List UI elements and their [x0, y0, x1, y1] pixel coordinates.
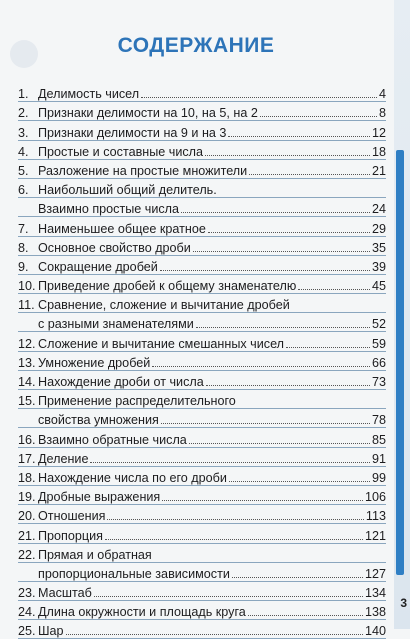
toc-entry-title: Основное свойство дроби [38, 240, 191, 255]
toc-line [18, 83, 386, 102]
toc-entry-page: 24 [371, 202, 386, 217]
toc-entry [18, 237, 386, 256]
toc-entry-title: Дробные выражения [38, 490, 161, 505]
toc-entry [18, 601, 386, 620]
toc-line [18, 428, 386, 447]
toc-entry [18, 390, 386, 428]
toc-entry-number: 24. [18, 605, 36, 620]
toc-line [18, 448, 386, 467]
toc-entry-page: 113 [365, 509, 386, 524]
dot-leader [248, 615, 363, 616]
toc-entry-number: 6. [18, 183, 29, 198]
dot-leader [141, 97, 377, 98]
toc-entry-number: 11. [18, 298, 35, 313]
toc-entry [18, 160, 386, 179]
toc-entry-page: 35 [371, 240, 386, 255]
toc-entry [18, 332, 386, 351]
toc-line [18, 121, 386, 140]
page-title: СОДЕРЖАНИЕ [117, 34, 275, 57]
toc-entry [18, 544, 386, 582]
dot-leader [205, 155, 370, 156]
toc-entry-title: Пропорция [38, 528, 103, 543]
toc-entry [18, 428, 386, 447]
toc-entry-number: 20. [18, 509, 36, 524]
toc-entry-number: 4. [18, 144, 29, 159]
toc-entry [18, 448, 386, 467]
toc-entry [18, 275, 386, 294]
dot-leader [160, 270, 370, 271]
toc-entry-title: Простые и составные числа [38, 144, 204, 159]
toc-entry-number: 5. [18, 163, 29, 178]
toc-entry-title: пропорциональные зависимости [38, 566, 230, 581]
toc-entry-number: 12. [18, 336, 36, 351]
toc-entry [18, 179, 386, 217]
toc-entry-title: Взаимно обратные числа [38, 432, 187, 447]
toc-entry-page: 85 [371, 432, 386, 447]
toc-entry-title: Шар [38, 624, 64, 639]
dot-leader [228, 136, 370, 137]
dot-leader [260, 116, 377, 117]
table-of-contents [18, 83, 386, 639]
toc-entry-title: Нахождение дроби от числа [38, 375, 204, 389]
toc-entry-number: 21. [18, 528, 36, 543]
toc-entry-title: свойства умножения [38, 413, 159, 428]
toc-line [18, 275, 386, 294]
toc-entry-number: 8. [18, 240, 29, 255]
toc-entry-title: Прямая и обратная [38, 547, 152, 562]
toc-entry [18, 256, 386, 275]
dot-leader [249, 174, 370, 175]
toc-line [18, 141, 386, 160]
toc-line [18, 179, 386, 198]
toc-entry-title: Применение распределительного [38, 394, 236, 409]
toc-entry-title: Сравнение, сложение и вычитание дробей [38, 298, 290, 313]
dot-leader [229, 481, 370, 482]
toc-entry-number: 25. [18, 624, 36, 639]
toc-line [18, 352, 386, 371]
toc-entry [18, 371, 386, 390]
dot-leader [208, 232, 370, 233]
toc-entry-title: Нахождение числа по его дроби [38, 470, 227, 485]
toc-line [18, 217, 386, 236]
toc-line [18, 160, 386, 179]
toc-entry-title: Взаимно простые числа [38, 202, 180, 217]
toc-line [18, 486, 386, 505]
toc-entry-number: 1. [18, 87, 29, 102]
toc-entry-page: 91 [371, 451, 386, 466]
toc-entry [18, 102, 386, 121]
toc-entry-title: Наименьшее общее кратное [38, 221, 206, 236]
toc-entry-number: 19. [18, 490, 36, 505]
toc-entry-page: 29 [371, 221, 386, 236]
toc-entry-page: 4 [378, 87, 386, 102]
toc-entry [18, 141, 386, 160]
toc-line [18, 256, 386, 275]
toc-entry-page: 106 [364, 490, 386, 505]
toc-entry-page: 138 [364, 605, 386, 620]
toc-entry-number: 14. [18, 375, 36, 389]
dot-leader [162, 500, 363, 501]
dot-leader [107, 519, 363, 520]
toc-entry-title: Разложение на простые множители [38, 163, 248, 178]
toc-entry-page: 45 [371, 279, 386, 294]
toc-entry-title: Признаки делимости на 10, на 5, на 2 [38, 106, 258, 121]
toc-line [18, 409, 386, 428]
toc-entry-title: Признаки делимости на 9 и на 3 [38, 125, 227, 140]
toc-entry-title: Деление [38, 451, 89, 466]
toc-entry [18, 294, 386, 332]
toc-entry-number: 17. [18, 451, 36, 466]
toc-entry-page: 127 [364, 566, 386, 581]
dot-leader [105, 539, 363, 540]
toc-entry [18, 217, 386, 236]
toc-line [18, 332, 386, 351]
toc-entry-page: 59 [371, 336, 386, 351]
toc-line [18, 544, 386, 563]
toc-entry [18, 486, 386, 505]
toc-entry-number: 16. [18, 432, 36, 447]
dot-leader [286, 347, 370, 348]
toc-line [18, 102, 386, 121]
dot-leader [181, 212, 370, 213]
toc-entry [18, 505, 386, 524]
toc-entry-page: 121 [364, 528, 386, 543]
toc-entry-page: 134 [364, 586, 386, 601]
toc-line [18, 563, 386, 582]
toc-entry-page: 39 [371, 259, 386, 274]
toc-entry-number: 15. [18, 394, 36, 409]
toc-line [18, 237, 386, 256]
toc-entry-number: 23. [18, 586, 36, 601]
toc-entry-title: Приведение дробей к общему знаменателю [38, 279, 297, 294]
dot-leader [232, 577, 363, 578]
toc-entry-title: Умножение дробей [38, 355, 151, 370]
toc-line [18, 524, 386, 543]
toc-entry-page: 12 [371, 125, 386, 140]
toc-entry-title: Наибольший общий делитель. [38, 183, 217, 198]
toc-entry-title: Сокращение дробей [38, 259, 158, 274]
dot-leader [206, 385, 370, 386]
toc-entry-number: 13. [18, 355, 36, 370]
toc-entry-number: 7. [18, 221, 29, 236]
dot-leader [152, 366, 370, 367]
dot-leader [94, 596, 363, 597]
dot-leader [298, 289, 370, 290]
dot-leader [90, 462, 370, 463]
toc-line [18, 390, 386, 409]
toc-entry-number: 18. [18, 470, 36, 485]
toc-line [18, 313, 386, 332]
toc-entry [18, 524, 386, 543]
toc-entry-title: Масштаб [38, 586, 92, 601]
toc-entry-number: 22. [18, 547, 36, 562]
page-number: 3 [400, 596, 407, 610]
toc-line [18, 371, 386, 390]
toc-entry-page: 140 [364, 624, 386, 639]
toc-entry-page: 66 [371, 355, 386, 370]
toc-entry-title: Отношения [38, 509, 106, 524]
dot-leader [189, 443, 370, 444]
toc-entry-title: Сложение и вычитание смешанных чисел [38, 336, 285, 351]
toc-line [18, 601, 386, 620]
dot-leader [66, 634, 363, 635]
toc-entry-title: с разными знаменателями [38, 317, 194, 332]
toc-entry-number: 2. [18, 106, 29, 121]
toc-entry-number: 3. [18, 125, 29, 140]
toc-entry [18, 582, 386, 601]
toc-entry-page: 21 [371, 163, 386, 178]
toc-entry [18, 352, 386, 371]
toc-entry-page: 52 [371, 317, 386, 332]
toc-entry [18, 83, 386, 102]
dot-leader [161, 423, 370, 424]
toc-entry-number: 10. [18, 279, 36, 294]
dot-leader [196, 327, 370, 328]
toc-entry [18, 620, 386, 639]
toc-entry-title: Длина окружности и площадь круга [38, 605, 246, 620]
toc-line [18, 467, 386, 486]
toc-entry-page: 8 [378, 106, 386, 121]
toc-entry-number: 9. [18, 259, 29, 274]
toc-entry [18, 121, 386, 140]
dot-leader [193, 251, 370, 252]
toc-entry-title: Делимость чисел [38, 87, 140, 102]
toc-entry-page: 73 [371, 375, 386, 389]
toc-entry [18, 467, 386, 486]
toc-line [18, 294, 386, 313]
toc-entry-page: 18 [371, 144, 386, 159]
toc-line [18, 505, 386, 524]
toc-line [18, 582, 386, 601]
toc-entry-page: 78 [371, 413, 386, 428]
toc-entry-page: 99 [371, 470, 386, 485]
toc-line [18, 620, 386, 639]
chapter-side-bar [396, 150, 404, 575]
toc-line [18, 198, 386, 217]
